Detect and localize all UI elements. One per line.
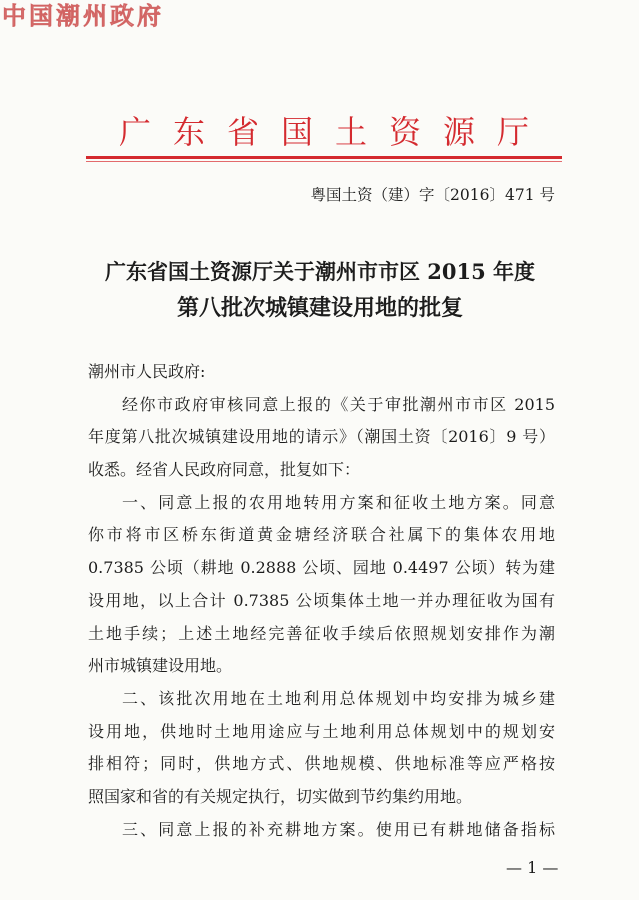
document-title-line-1: 广东省国土资源厅关于潮州市市区 2015 年度: [104, 259, 536, 284]
paragraph-1-line: 年度第八批次城镇建设用地的请示》（潮国土资〔2016〕9 号）: [88, 427, 555, 447]
paragraph-2-line: 设用地，以上合计 0.7385 公顷集体土地一并办理征收为国有: [88, 590, 555, 610]
salutation: 潮州市人民政府:: [88, 362, 206, 381]
paragraph-2-line: 一、同意上报的农用地转用方案和征收土地方案。同意: [122, 492, 555, 512]
paragraph-4-line: 三、同意上报的补充耕地方案。使用已有耕地储备指标: [122, 819, 555, 839]
paragraph-3-line: 排相符；同时，供地方式、供地规模、供地标准等应严格按: [88, 754, 555, 774]
paragraph-2-line: 土地手续；上述土地经完善征收手续后依照规划安排作为潮: [88, 623, 555, 643]
red-divider: [86, 156, 562, 159]
paragraph-2-line: 0.7385 公顷（耕地 0.2888 公顷、园地 0.4497 公顷）转为建: [88, 558, 555, 578]
page-number: — 1 —: [506, 858, 559, 877]
paragraph-3-line: 照国家和省的有关规定执行，切实做到节约集约用地。: [88, 786, 473, 806]
paragraph-3-line: 二、该批次用地在土地利用总体规划中均安排为城乡建: [122, 688, 555, 708]
document-body: [88, 356, 555, 846]
paragraph-3-line: 设用地，供地时土地用途应与土地利用总体规划中的规划安: [88, 721, 555, 741]
document-number: 粤国土资（建）字〔2016〕471 号: [310, 186, 555, 204]
paragraph-1-line: 收悉。经省人民政府同意，批复如下：: [88, 460, 361, 480]
red-divider-thin: [86, 161, 562, 162]
watermark-logo: 中国潮州政府: [2, 2, 164, 30]
paragraph-1-line: 经你市政府审核同意上报的《关于审批潮州市市区 2015: [122, 394, 555, 414]
document-title-line-2: 第八批次城镇建设用地的批复: [176, 295, 463, 321]
paragraph-2-line: 你市将市区桥东街道黄金塘经济联合社属下的集体农用地: [88, 525, 555, 545]
paragraph-2-line: 州市城镇建设用地。: [88, 656, 233, 676]
issuer-heading: 广东省国土资源厅: [118, 113, 551, 151]
